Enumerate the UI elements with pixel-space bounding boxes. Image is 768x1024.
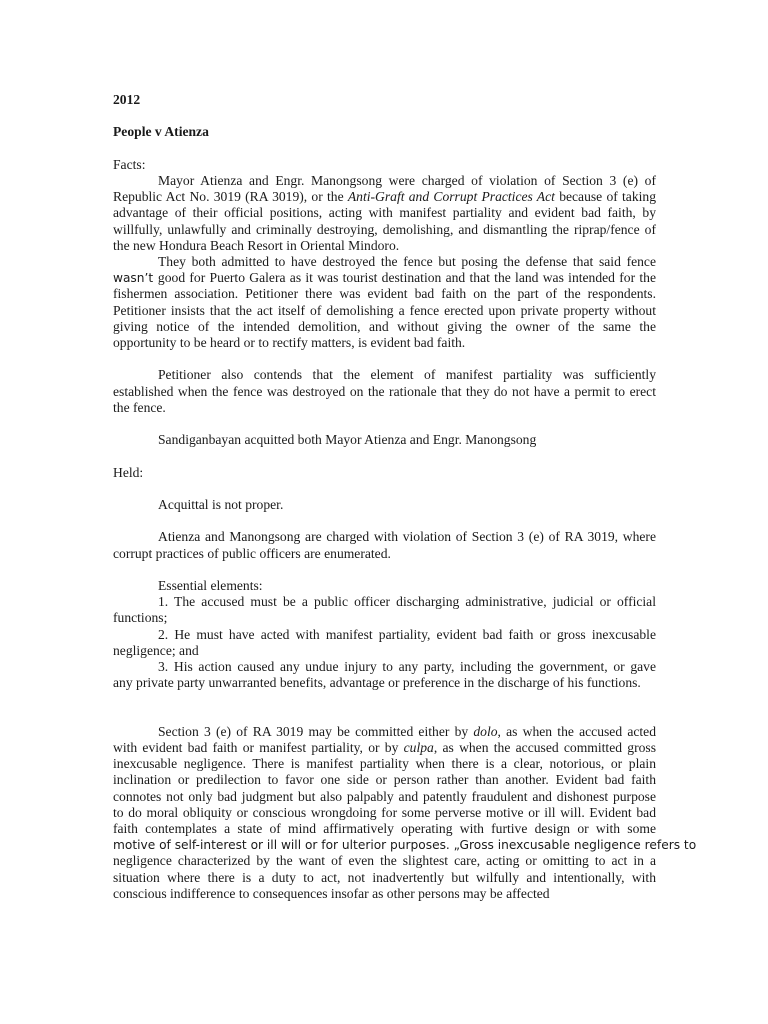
text-line: Section 3 (e) of RA 3019 may be committed either by dolo, as when the accused acted [158,723,656,739]
text-line: Petitioner also contends that the element of manifest partiality was sufficiently [158,367,656,383]
text-line: advantage of their official positions, acting with manifest partiality and evident bad faith, by [113,205,656,221]
text-line: They both admitted to have destroyed the fence but posing the defense that said fence [158,254,656,269]
text-line: the fence. [113,399,166,415]
text-line: conscious indifference to consequences insofar as other persons may be affected [113,885,550,901]
text-line: faith contemplates a state of mind affirmatively operating with furtive design or with some [113,820,656,836]
text-line: opportunity to be heard or to rectify matters, is evident bad faith. [113,335,466,351]
text-line: to do moral obliquity or conscious wrongdoing for some perverse motive or ill will. Evident bad [113,804,656,820]
text-line: negligence characterized by the want of even the slightest care, acting or omitting to act in a [113,853,656,869]
text-line: inexcusable negligence. There is manifest partiality when there is a clear, notorious, or plain [113,756,656,772]
text-line: Republic Act No. 3019 (RA 3019), or the Anti-Graft and Corrupt Practices Act because of taking [113,189,657,205]
facts-paragraph-2 [113,254,656,351]
elements-list [113,594,656,691]
text-line: connotes not only bad judgment but also palpably and patently fraudulent and dishonest purpose [113,788,656,804]
text-line: inclination or predilection to favor one side or person rather than another. Evident bad faith [113,772,656,788]
text-line: Atienza and Manongsong are charged with violation of Section 3 (e) of RA 3019, where [158,529,656,545]
held-paragraph-2 [113,529,656,561]
elements-heading: Essential elements: [158,577,263,593]
facts-paragraph-1 [113,173,656,254]
facts-heading: Facts: [113,156,146,172]
list-item: functions; [113,610,168,626]
text-line: motive of self-interest or ill will or for ulterior purposes. „Gross inexcusable negligence refers to [113,838,697,853]
text-line: corrupt practices of public officers are enumerated. [113,545,391,561]
held-heading: Held: [113,464,144,480]
case-title: People v Atienza [113,124,209,140]
text-line: situation where there is a duty to act, not inadvertently but wilfully and intentionally, with [113,869,656,885]
text-line: wasn’t good for Puerto Galera as it was tourist destination and that the land was intended for the [113,270,656,286]
text-line: with evident bad faith or manifest partiality, or by culpa, as when the accused committed gross [113,739,656,755]
text-line: the new Hondura Beach Resort in Oriental Mindoro. [113,237,400,253]
text-line: willfully, unlawfully and criminally destroying, demolishing, and dismantling the riprap/fence of [113,221,656,237]
document-page [113,92,697,902]
culpa-term: culpa [403,739,434,755]
facts-paragraph-3 [113,367,656,416]
list-item: 3. His action caused any undue injury to any party, including the government, or gave [158,658,656,674]
document-year: 2012 [113,92,141,107]
text-line: Mayor Atienza and Engr. Manongsong were charged of violation of Section 3 (e) of [158,172,656,188]
text-line: giving notice of the intended demolition, and without giving the owner of the same the [113,318,656,334]
list-item: negligence; and [113,642,199,658]
facts-paragraph-4: Sandiganbayan acquitted both Mayor Atienza and Engr. Manongsong [158,432,537,448]
list-item: 1. The accused must be a public officer discharging administrative, judicial or official [158,594,656,610]
act-title: Anti-Graft and Corrupt Practices Act [347,189,555,205]
list-item: any private party unwarranted benefits, advantage or preference in the discharge of his functions. [113,675,641,691]
text-line: fishermen association. Petitioner there was evident bad faith on the part of the respondents. [113,286,656,302]
list-item: 2. He must have acted with manifest partiality, evident bad faith or gross inexcusable [158,626,656,642]
final-paragraph [113,723,697,902]
text-line: established when the fence was destroyed on the rationale that they do not have a permit to erect [113,383,656,399]
dolo-term: dolo [473,723,498,739]
text-line: Petitioner insists that the act itself of demolishing a fence erected upon private property without [113,302,656,318]
held-paragraph-1: Acquittal is not proper. [158,496,284,512]
